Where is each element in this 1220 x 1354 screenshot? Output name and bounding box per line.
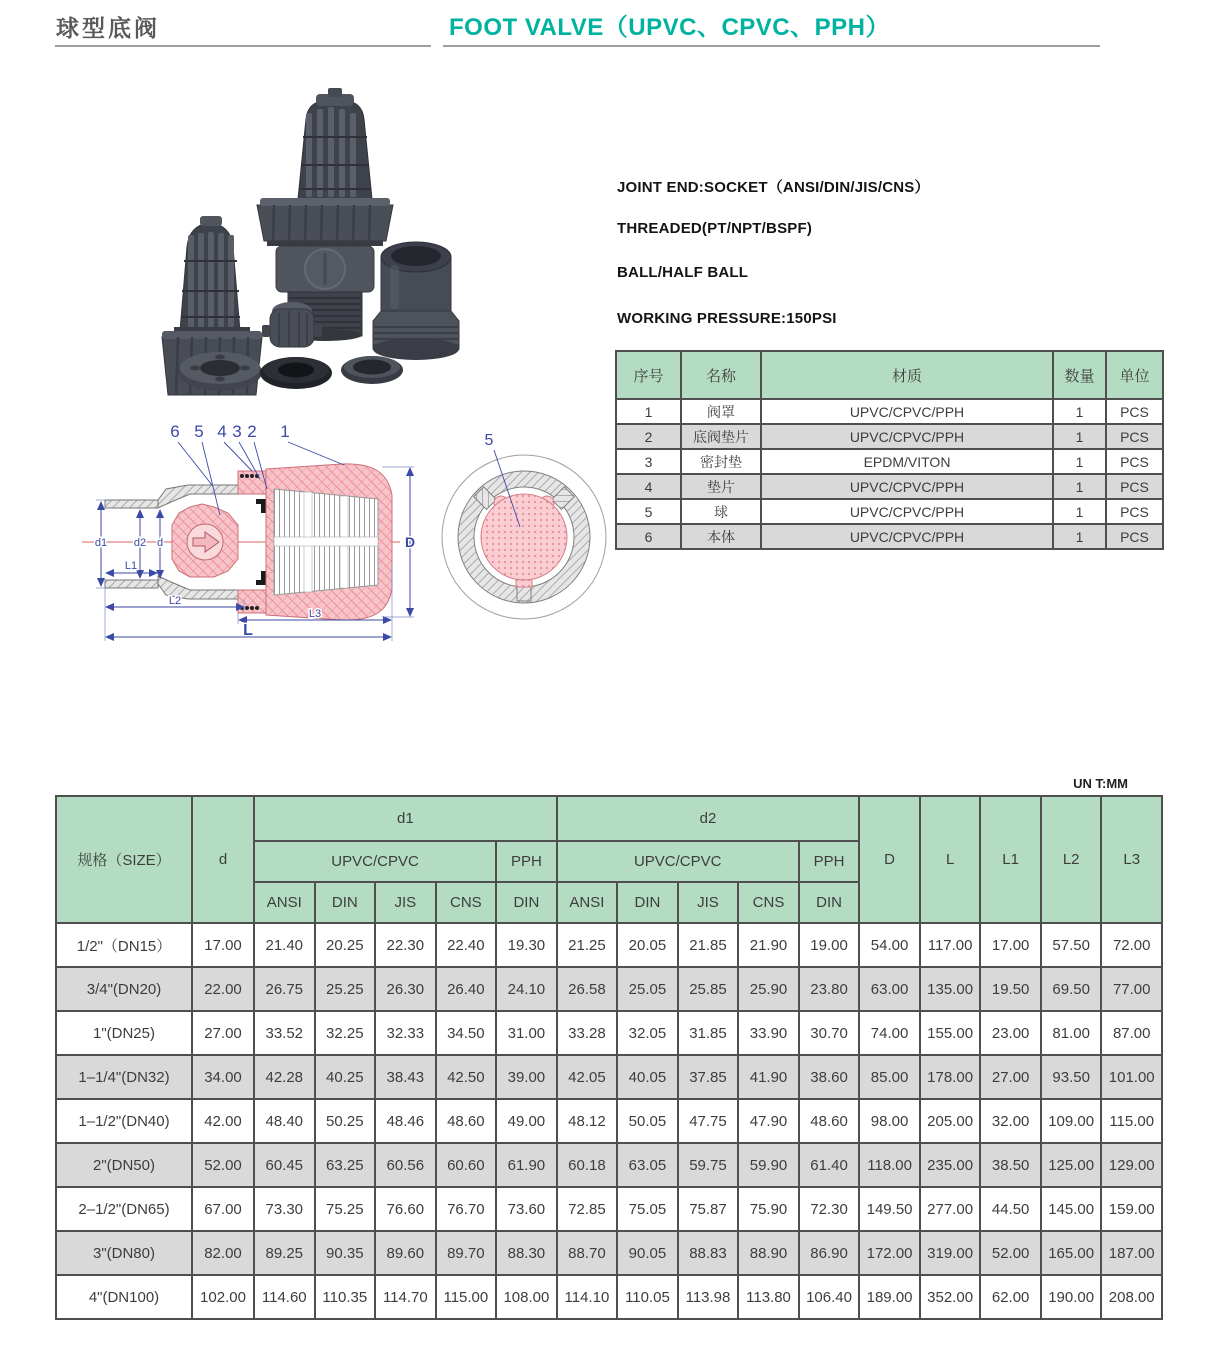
cell: 52.00	[192, 1143, 254, 1187]
cell: 26.30	[375, 967, 436, 1011]
cell: 34.00	[192, 1055, 254, 1099]
unit-note: UN T:MM	[1073, 776, 1128, 791]
cell: 2"(DN50)	[56, 1143, 192, 1187]
cell: 17.00	[192, 923, 254, 967]
cell: 25.90	[738, 967, 799, 1011]
cell: 32.05	[617, 1011, 678, 1055]
cell: 23.00	[980, 1011, 1041, 1055]
cell: 41.90	[738, 1055, 799, 1099]
dim-L1: L1	[124, 560, 138, 572]
parts-table-header-row	[616, 351, 1163, 399]
cell: PCS	[1106, 449, 1163, 474]
callout-1: 1	[280, 422, 290, 441]
cell: 60.18	[557, 1143, 618, 1187]
cell: 60.56	[375, 1143, 436, 1187]
cell: 34.50	[436, 1011, 497, 1055]
cell: 145.00	[1041, 1187, 1102, 1231]
cell: 190.00	[1041, 1275, 1102, 1319]
technical-drawing	[52, 415, 617, 665]
group-d1-pph: PPH	[496, 841, 557, 882]
cell: 19.30	[496, 923, 557, 967]
cell: 38.50	[980, 1143, 1041, 1187]
cell: 19.50	[980, 967, 1041, 1011]
cell: UPVC/CPVC/PPH	[761, 424, 1053, 449]
cell: 1"(DN25)	[56, 1011, 192, 1055]
cell: 22.40	[436, 923, 497, 967]
dim-D: D	[404, 534, 416, 550]
col-d: d	[192, 796, 254, 923]
cell: 48.46	[375, 1099, 436, 1143]
parts-col-qty: 数量	[1053, 351, 1106, 399]
cell: 垫片	[681, 474, 761, 499]
cell: 61.90	[496, 1143, 557, 1187]
cell: 33.28	[557, 1011, 618, 1055]
cell: 42.00	[192, 1099, 254, 1143]
cell: 33.52	[254, 1011, 315, 1055]
cell: 172.00	[859, 1231, 920, 1275]
cell: 22.00	[192, 967, 254, 1011]
photo-gasket-middle	[260, 357, 332, 389]
dim-L3: L3	[308, 608, 322, 620]
cell: 本体	[681, 524, 761, 549]
cell: 38.43	[375, 1055, 436, 1099]
cell: 27.00	[192, 1011, 254, 1055]
cell: 114.60	[254, 1275, 315, 1319]
cell: 30.70	[799, 1011, 860, 1055]
cell: 102.00	[192, 1275, 254, 1319]
cell: 117.00	[920, 923, 981, 967]
product-photo	[100, 85, 520, 415]
cell: 37.85	[678, 1055, 739, 1099]
parts-col-no: 序号	[616, 351, 681, 399]
end-view	[442, 432, 606, 619]
cell: 1–1/4"(DN32)	[56, 1055, 192, 1099]
header-rule-right	[443, 45, 1100, 47]
cell: 25.85	[678, 967, 739, 1011]
size-table-row	[56, 1011, 1162, 1055]
size-header-row1	[56, 796, 1162, 841]
cell: 73.30	[254, 1187, 315, 1231]
cell: 1	[1053, 449, 1106, 474]
dim-d2: d2	[133, 537, 147, 549]
col-d1-cns: CNS	[436, 882, 497, 923]
cell: 88.30	[496, 1231, 557, 1275]
cell: 75.90	[738, 1187, 799, 1231]
cell: PCS	[1106, 524, 1163, 549]
cell: 6	[616, 524, 681, 549]
cell: 60.45	[254, 1143, 315, 1187]
cell: 62.00	[980, 1275, 1041, 1319]
cell: 38.60	[799, 1055, 860, 1099]
col-size: 规格（SIZE）	[56, 796, 192, 923]
cell: 2	[616, 424, 681, 449]
header-rule-left	[55, 45, 431, 47]
cell: 39.00	[496, 1055, 557, 1099]
cell: 1	[1053, 424, 1106, 449]
cell: 1/2"（DN15）	[56, 923, 192, 967]
cell: 49.00	[496, 1099, 557, 1143]
cell: 42.28	[254, 1055, 315, 1099]
cell: 81.00	[1041, 1011, 1102, 1055]
col-L1: L1	[980, 796, 1041, 923]
cell: 90.05	[617, 1231, 678, 1275]
cell: 63.25	[315, 1143, 376, 1187]
size-table-row	[56, 923, 1162, 967]
dim-L2: L2	[168, 595, 182, 607]
cell: 72.00	[1101, 923, 1162, 967]
cell: 48.60	[436, 1099, 497, 1143]
cell: 5	[616, 499, 681, 524]
cell: 110.05	[617, 1275, 678, 1319]
cell: 1	[1053, 399, 1106, 424]
cell: 88.90	[738, 1231, 799, 1275]
spec-ball: BALL/HALF BALL	[617, 264, 749, 281]
cell: 89.25	[254, 1231, 315, 1275]
cell: 115.00	[1101, 1099, 1162, 1143]
cell: 106.40	[799, 1275, 860, 1319]
cell: 21.40	[254, 923, 315, 967]
callout-4: 4	[217, 422, 227, 441]
cell: 32.25	[315, 1011, 376, 1055]
callout-5: 5	[194, 422, 204, 441]
cell: 60.60	[436, 1143, 497, 1187]
cell: 3	[616, 449, 681, 474]
cell: 208.00	[1101, 1275, 1162, 1319]
spec-threaded: THREADED(PT/NPT/BSPF)	[617, 220, 813, 237]
cell: 74.00	[859, 1011, 920, 1055]
cell: 1	[1053, 524, 1106, 549]
cell: 205.00	[920, 1099, 981, 1143]
dim-L: L	[243, 622, 253, 639]
cell: 178.00	[920, 1055, 981, 1099]
cell: PCS	[1106, 399, 1163, 424]
cell: 48.12	[557, 1099, 618, 1143]
group-d2-pph: PPH	[799, 841, 860, 882]
photo-socket-adapter	[373, 242, 459, 360]
group-d1-upvc: UPVC/CPVC	[254, 841, 496, 882]
spec-joint-end: JOINT END:SOCKET（ANSI/DIN/JIS/CNS）	[617, 179, 930, 196]
col-d2-cns: CNS	[738, 882, 799, 923]
col-d1-pph-din: DIN	[496, 882, 557, 923]
col-d1-din: DIN	[315, 882, 376, 923]
parts-table-row	[616, 499, 1163, 524]
callout-detail-5: 5	[484, 432, 494, 449]
cell: 61.40	[799, 1143, 860, 1187]
cell: 20.05	[617, 923, 678, 967]
cell: 114.10	[557, 1275, 618, 1319]
cell: 75.87	[678, 1187, 739, 1231]
cell: 109.00	[1041, 1099, 1102, 1143]
cell: 235.00	[920, 1143, 981, 1187]
dim-d1: d1	[94, 537, 108, 549]
cell: UPVC/CPVC/PPH	[761, 499, 1053, 524]
col-d2-jis: JIS	[678, 882, 739, 923]
cell: 187.00	[1101, 1231, 1162, 1275]
cell: 73.60	[496, 1187, 557, 1231]
cell: 89.70	[436, 1231, 497, 1275]
group-d2: d2	[557, 796, 860, 841]
group-d2-upvc: UPVC/CPVC	[557, 841, 799, 882]
cell: 48.60	[799, 1099, 860, 1143]
parts-table-row	[616, 399, 1163, 424]
cell: 352.00	[920, 1275, 981, 1319]
callout-3: 3	[232, 422, 242, 441]
cell: 129.00	[1101, 1143, 1162, 1187]
parts-table-row	[616, 424, 1163, 449]
cell: PCS	[1106, 474, 1163, 499]
cell: UPVC/CPVC/PPH	[761, 399, 1053, 424]
cell: 26.40	[436, 967, 497, 1011]
col-d1-ansi: ANSI	[254, 882, 315, 923]
cell: UPVC/CPVC/PPH	[761, 524, 1053, 549]
cell: 86.90	[799, 1231, 860, 1275]
cell: 114.70	[375, 1275, 436, 1319]
callout-2: 2	[247, 422, 257, 441]
cell: 135.00	[920, 967, 981, 1011]
cell: 149.50	[859, 1187, 920, 1231]
cell: 44.50	[980, 1187, 1041, 1231]
cell: 88.70	[557, 1231, 618, 1275]
parts-table-row	[616, 474, 1163, 499]
cell: 85.00	[859, 1055, 920, 1099]
parts-col-name: 名称	[681, 351, 761, 399]
size-table-row	[56, 1231, 1162, 1275]
cell: 155.00	[920, 1011, 981, 1055]
cell: 26.75	[254, 967, 315, 1011]
cell: 57.50	[1041, 923, 1102, 967]
cell: 165.00	[1041, 1231, 1102, 1275]
cell: 42.05	[557, 1055, 618, 1099]
cell: 48.40	[254, 1099, 315, 1143]
size-table	[55, 795, 1163, 1320]
cell: 277.00	[920, 1187, 981, 1231]
cell: 59.75	[678, 1143, 739, 1187]
cell: 26.58	[557, 967, 618, 1011]
cell: 90.35	[315, 1231, 376, 1275]
cell: 47.75	[678, 1099, 739, 1143]
cell: 76.60	[375, 1187, 436, 1231]
cell: 1	[1053, 474, 1106, 499]
cell: 21.25	[557, 923, 618, 967]
cell: 25.05	[617, 967, 678, 1011]
cell: 75.05	[617, 1187, 678, 1231]
cell: 1–1/2"(DN40)	[56, 1099, 192, 1143]
cell: UPVC/CPVC/PPH	[761, 474, 1053, 499]
cell: 118.00	[859, 1143, 920, 1187]
cell: 50.25	[315, 1099, 376, 1143]
cell: 1	[616, 399, 681, 424]
spec-working-pressure: WORKING PRESSURE:150PSI	[617, 310, 837, 327]
cell: 88.83	[678, 1231, 739, 1275]
cell: 67.00	[192, 1187, 254, 1231]
size-table-row	[56, 1099, 1162, 1143]
parts-col-unit: 单位	[1106, 351, 1163, 399]
size-table-row	[56, 1275, 1162, 1319]
cross-section-view	[82, 422, 415, 641]
cell: 72.85	[557, 1187, 618, 1231]
cell: 4	[616, 474, 681, 499]
cell: 24.10	[496, 967, 557, 1011]
cell: 20.25	[315, 923, 376, 967]
col-L: L	[920, 796, 981, 923]
cell: 42.50	[436, 1055, 497, 1099]
cell: 93.50	[1041, 1055, 1102, 1099]
cell: 25.25	[315, 967, 376, 1011]
cell: 33.90	[738, 1011, 799, 1055]
cell: 32.33	[375, 1011, 436, 1055]
col-d2-din: DIN	[617, 882, 678, 923]
cell: 98.00	[859, 1099, 920, 1143]
cell: 63.05	[617, 1143, 678, 1187]
cell: 101.00	[1101, 1055, 1162, 1099]
page-title-en: FOOT VALVE（UPVC、CPVC、PPH）	[449, 14, 890, 41]
cell: 54.00	[859, 923, 920, 967]
cell: 19.00	[799, 923, 860, 967]
cell: 77.00	[1101, 967, 1162, 1011]
photo-assembled-valve	[257, 88, 393, 341]
cell: 21.90	[738, 923, 799, 967]
cell: 76.70	[436, 1187, 497, 1231]
cell: 89.60	[375, 1231, 436, 1275]
dim-d: d	[156, 537, 164, 549]
cell: PCS	[1106, 499, 1163, 524]
cell: 69.50	[1041, 967, 1102, 1011]
parts-table-row	[616, 524, 1163, 549]
cell: 82.00	[192, 1231, 254, 1275]
cell: PCS	[1106, 424, 1163, 449]
cell: 31.00	[496, 1011, 557, 1055]
size-table-row	[56, 1187, 1162, 1231]
cell: 21.85	[678, 923, 739, 967]
cell: 3"(DN80)	[56, 1231, 192, 1275]
group-d1: d1	[254, 796, 557, 841]
cell: 113.98	[678, 1275, 739, 1319]
cell: 50.05	[617, 1099, 678, 1143]
cell: 27.00	[980, 1055, 1041, 1099]
col-L3: L3	[1101, 796, 1162, 923]
cell: 3/4"(DN20)	[56, 967, 192, 1011]
cell: 31.85	[678, 1011, 739, 1055]
cell: 63.00	[859, 967, 920, 1011]
parts-table-row	[616, 449, 1163, 474]
callout-6: 6	[170, 422, 180, 441]
cell: 底阀垫片	[681, 424, 761, 449]
col-L2: L2	[1041, 796, 1102, 923]
cell: 75.25	[315, 1187, 376, 1231]
col-D: D	[859, 796, 920, 923]
cell: 阀罩	[681, 399, 761, 424]
page-title-zh: 球型底阀	[56, 15, 160, 41]
size-table-row	[56, 1055, 1162, 1099]
photo-gasket-left	[178, 352, 262, 391]
cell: 115.00	[436, 1275, 497, 1319]
cell: 59.90	[738, 1143, 799, 1187]
cell: 32.00	[980, 1099, 1041, 1143]
cell: 159.00	[1101, 1187, 1162, 1231]
col-d2-ansi: ANSI	[557, 882, 618, 923]
photo-gasket-right	[341, 356, 403, 384]
col-d2-pph-din: DIN	[799, 882, 860, 923]
cell: 密封垫	[681, 449, 761, 474]
size-table-row	[56, 1143, 1162, 1187]
cell: 52.00	[980, 1231, 1041, 1275]
cell: 17.00	[980, 923, 1041, 967]
cell: 2–1/2"(DN65)	[56, 1187, 192, 1231]
cell: 47.90	[738, 1099, 799, 1143]
cell: 1	[1053, 499, 1106, 524]
cell: 4"(DN100)	[56, 1275, 192, 1319]
cell: 319.00	[920, 1231, 981, 1275]
cell: 40.25	[315, 1055, 376, 1099]
cell: 22.30	[375, 923, 436, 967]
parts-table	[615, 350, 1164, 550]
cell: 72.30	[799, 1187, 860, 1231]
cell: 40.05	[617, 1055, 678, 1099]
cell: 125.00	[1041, 1143, 1102, 1187]
cell: 113.80	[738, 1275, 799, 1319]
cell: 110.35	[315, 1275, 376, 1319]
cell: EPDM/VITON	[761, 449, 1053, 474]
size-table-row	[56, 967, 1162, 1011]
cell: 球	[681, 499, 761, 524]
cell: 23.80	[799, 967, 860, 1011]
parts-col-material: 材质	[761, 351, 1053, 399]
cell: 108.00	[496, 1275, 557, 1319]
col-d1-jis: JIS	[375, 882, 436, 923]
cell: 189.00	[859, 1275, 920, 1319]
cell: 87.00	[1101, 1011, 1162, 1055]
